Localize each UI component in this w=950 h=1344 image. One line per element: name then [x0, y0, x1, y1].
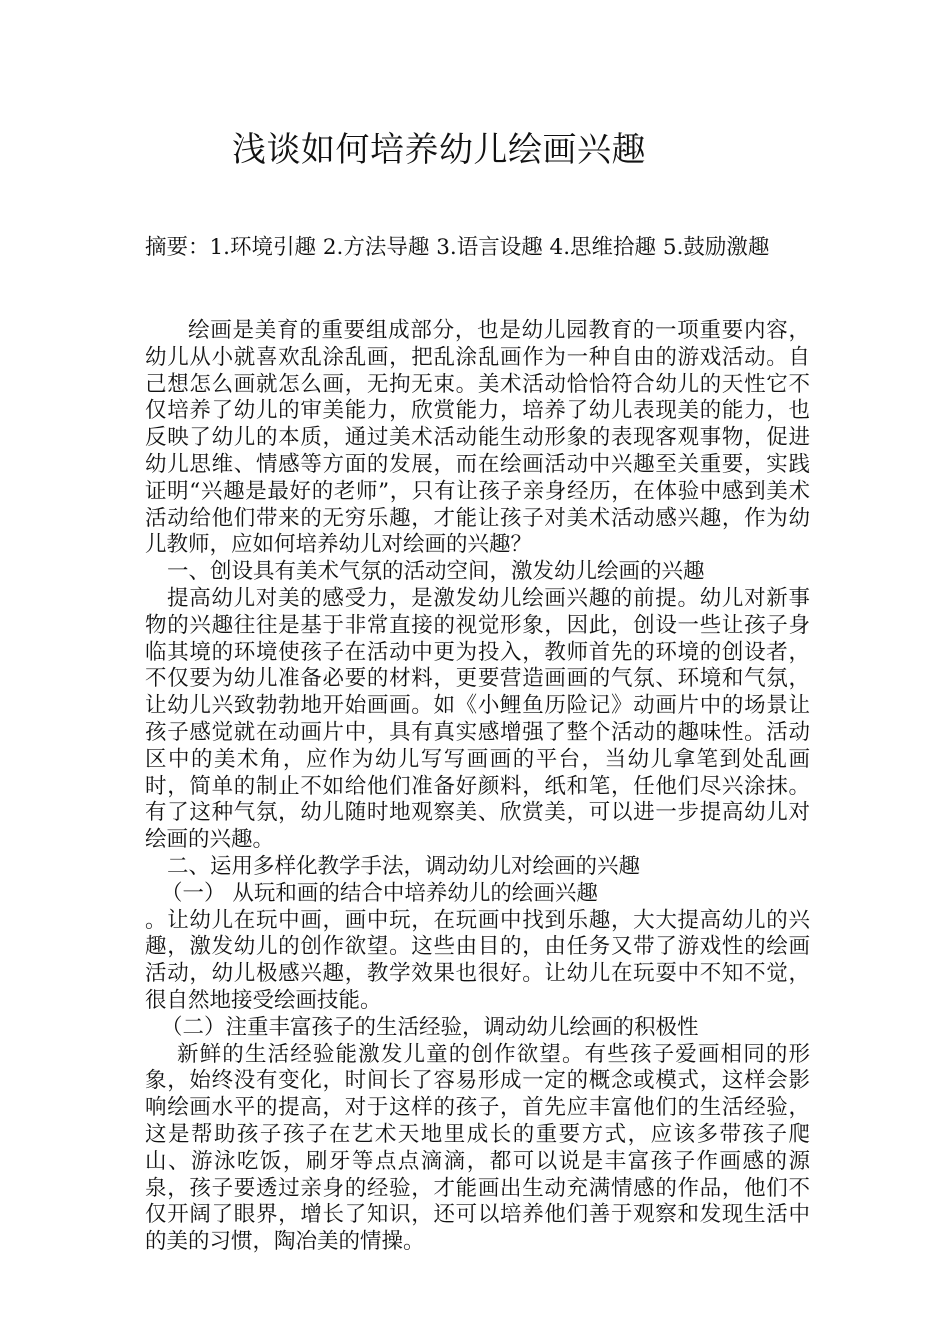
paragraph-subsection-1: 。让幼儿在玩中画，画中玩，在玩画中找到乐趣，大大提高幼儿的兴趣，激发幼儿的创作欲望。这些由目的，由任务又带了游戏性的绘画活动，幼儿极感兴趣，教学效果也很好。让幼儿在玩耍中不知不觉，很自然地接受绘画技能。 [145, 907, 810, 1013]
subsection-heading-1: （一） 从玩和画的结合中培养幼儿的绘画兴趣 [161, 880, 598, 906]
paragraph-intro: 绘画是美育的重要组成部分，也是幼儿园教育的一项重要内容，幼儿从小就喜欢乱涂乱画，把乱涂乱画作为一种自由的游戏活动。自己想怎么画就怎么画，无拘无束。美术活动恰恰符合幼儿的天性它不仅培养了幼儿的审美能力，欣赏能力，培养了幼儿表现美的能力，也反映了幼儿的本质，通过美术活动能生动形象的表现客观事物，促进幼儿思维、情感等方面的发展，而在绘画活动中兴趣至关重要，实践证明“兴趣是最好的老师”，只有让孩子亲身经历，在体验中感到美术活动给他们带来的无穷乐趣，才能让孩子对美术活动感兴趣，作为幼儿教师，应如何培养幼儿对绘画的兴趣？ [145, 318, 810, 558]
subsection-heading-2: （二）注重丰富孩子的生活经验，调动幼儿绘画的积极性 [161, 1014, 699, 1040]
paragraph-subsection-2: 新鲜的生活经验能激发儿童的创作欲望。有些孩子爱画相同的形象，始终没有变化，时间长了容易形成一定的概念或模式，这样会影响绘画水平的提高，对于这样的孩子，首先应丰富他们的生活经验，这是帮助孩子孩子在艺术天地里成长的重要方式，应该多带孩子爬山、游泳吃饭，刷牙等点点滴滴，都可以说是丰富孩子作画感的源泉，孩子要透过亲身的经验，才能画出生动充满情感的作品，他们不仅开阔了眼界，增长了知识，还可以培养他们善于观察和发现生活中的美的习惯，陶冶美的情操。 [145, 1041, 810, 1255]
document-title: 浅谈如何培养幼儿绘画兴趣 [232, 130, 646, 170]
section-heading-2: 二、运用多样化教学手法，调动幼儿对绘画的兴趣 [167, 853, 641, 879]
section-heading-1: 一、创设具有美术气氛的活动空间，激发幼儿绘画的兴趣 [167, 559, 705, 585]
abstract-line: 摘要：1.环境引趣 2.方法导趣 3.语言设趣 4.思维拾趣 5.鼓励激趣 [145, 235, 770, 260]
document-body [145, 318, 810, 1256]
paragraph-section-1: 提高幼儿对美的感受力，是激发幼儿绘画兴趣的前提。幼儿对新事物的兴趣往往是基于非常直接的视觉形象，因此，创设一些让孩子身临其境的环境使孩子在活动中更为投入，教师首先的环境的创设者，不仅要为幼儿准备必要的材料，更要营造画画的气氛、环境和气氛，让幼儿兴致勃勃地开始画画。如《小鲤鱼历险记》动画片中的场景让孩子感觉就在动画片中，具有真实感增强了整个活动的趣味性。活动区中的美术角，应作为幼儿写写画画的平台，当幼儿拿笔到处乱画时，简单的制止不如给他们准备好颜料，纸和笔，任他们尽兴涂抹。有了这种气氛，幼儿随时地观察美、欣赏美，可以进一步提高幼儿对绘画的兴趣。 [145, 585, 810, 853]
